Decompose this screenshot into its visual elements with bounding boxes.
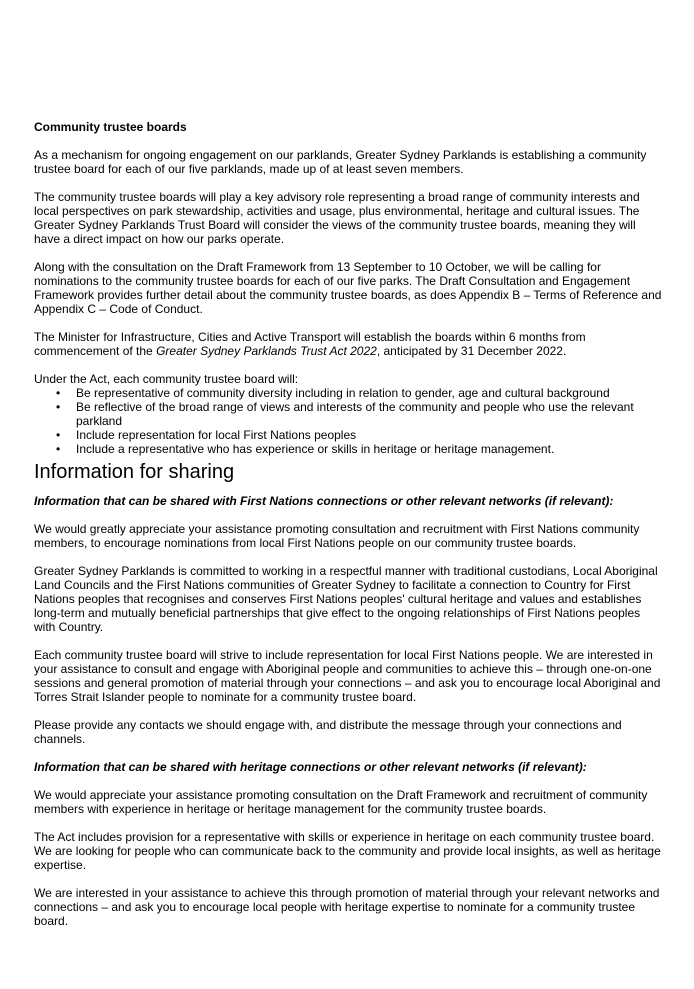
bullet-icon: • [56,428,61,442]
paragraph: The community trustee boards will play a key advisory role representing a broad range of community interests and local perspectives on park stewardship, activities and usage, plus environmental, heritage and cultural issues. The Greater Sydney Parklands Trust Board will consider the views of the community trustee boards, meaning they will have a direct impact on how our parks operate. [34,190,640,246]
paragraph: Each community trustee board will strive to include representation for local First Nations people. We are interested in your assistance to consult and engage with Aboriginal people and communities to achieve this – through one-on-one sessions and general promotion of material through your connections – and ask you to encourage local Aboriginal and Torres Strait Islander people to nominate for a community trustee board. [34,648,661,704]
under-act-intro: Under the Act, each community trustee board will: [34,372,299,386]
act-text-after: , anticipated by 31 December 2022. [376,344,567,358]
information-for-sharing-heading: Information for sharing [34,461,235,483]
act-text-before: The Minister for Infrastructure, Cities and Active Transport will establish the boards within 6 months from commencement of the [34,330,586,358]
list-item: • Include a representative who has experience or skills in heritage or heritage management. [56,442,555,456]
paragraph: Please provide any contacts we should engage with, and distribute the message through your connections and channels. [34,718,622,746]
heritage-subheading: Information that can be shared with heritage connections or other relevant networks (if relevant): [34,760,587,774]
paragraph: Greater Sydney Parklands is committed to working in a respectful manner with traditional custodians, Local Aboriginal Land Councils and the First Nations communities of Greater Sydney to facilitate a connection to Country for First Nations peoples that recognises and conserves First Nations peoples' cultural heritage and values and establishes long-term and mutually beneficial partnerships that give effect to the ongoing relationships of First Nations peoples with Country. [34,564,658,634]
act-title: Greater Sydney Parklands Trust Act 2022 [156,344,377,358]
paragraph: The Act includes provision for a representative with skills or experience in heritage on each community trustee board. We are looking for people who can communicate back to the community and provide local insights, as well as heritage expertise. [34,830,661,872]
community-trustee-boards-heading: Community trustee boards [34,120,187,134]
list-item: • Include representation for local First Nations peoples [56,428,357,442]
list-item: • Be representative of community diversity including in relation to gender, age and cultural background [56,386,610,400]
paragraph: As a mechanism for ongoing engagement on our parklands, Greater Sydney Parklands is establishing a community trustee board for each of our five parklands, made up of at least seven members. [34,148,647,176]
paragraph: Along with the consultation on the Draft Framework from 13 September to 10 October, we will be calling for nominations to the community trustee boards for each of our five parks. The Draft Consultation and Engagement Framework provides further detail about the community trustee boards, as does Appendix B – Terms of Reference and Appendix C – Code of Conduct. [34,260,662,316]
document-page [34,120,664,942]
paragraph: We would greatly appreciate your assistance promoting consultation and recruitment with First Nations community members, to encourage nominations from local First Nations people on our community trustee boards. [34,522,640,550]
first-nations-subheading: Information that can be shared with First Nations connections or other relevant networks (if relevant): [34,494,614,508]
paragraph: We are interested in your assistance to achieve this through promotion of material through your relevant networks and connections – and ask you to encourage local people with heritage expertise to nominate for a community trustee board. [34,886,660,928]
bullet-icon: • [56,400,61,414]
paragraph-act-commencement [34,330,664,358]
bullet-icon: • [56,442,61,456]
bullet-icon: • [56,386,61,400]
paragraph: We would appreciate your assistance promoting consultation on the Draft Framework and recruitment of community members with experience in heritage or heritage management for the community trustee boards. [34,788,648,816]
trustee-board-requirements-list [34,386,664,456]
list-item: • Be reflective of the broad range of views and interests of the community and people who use the relevant parkland [56,400,634,428]
